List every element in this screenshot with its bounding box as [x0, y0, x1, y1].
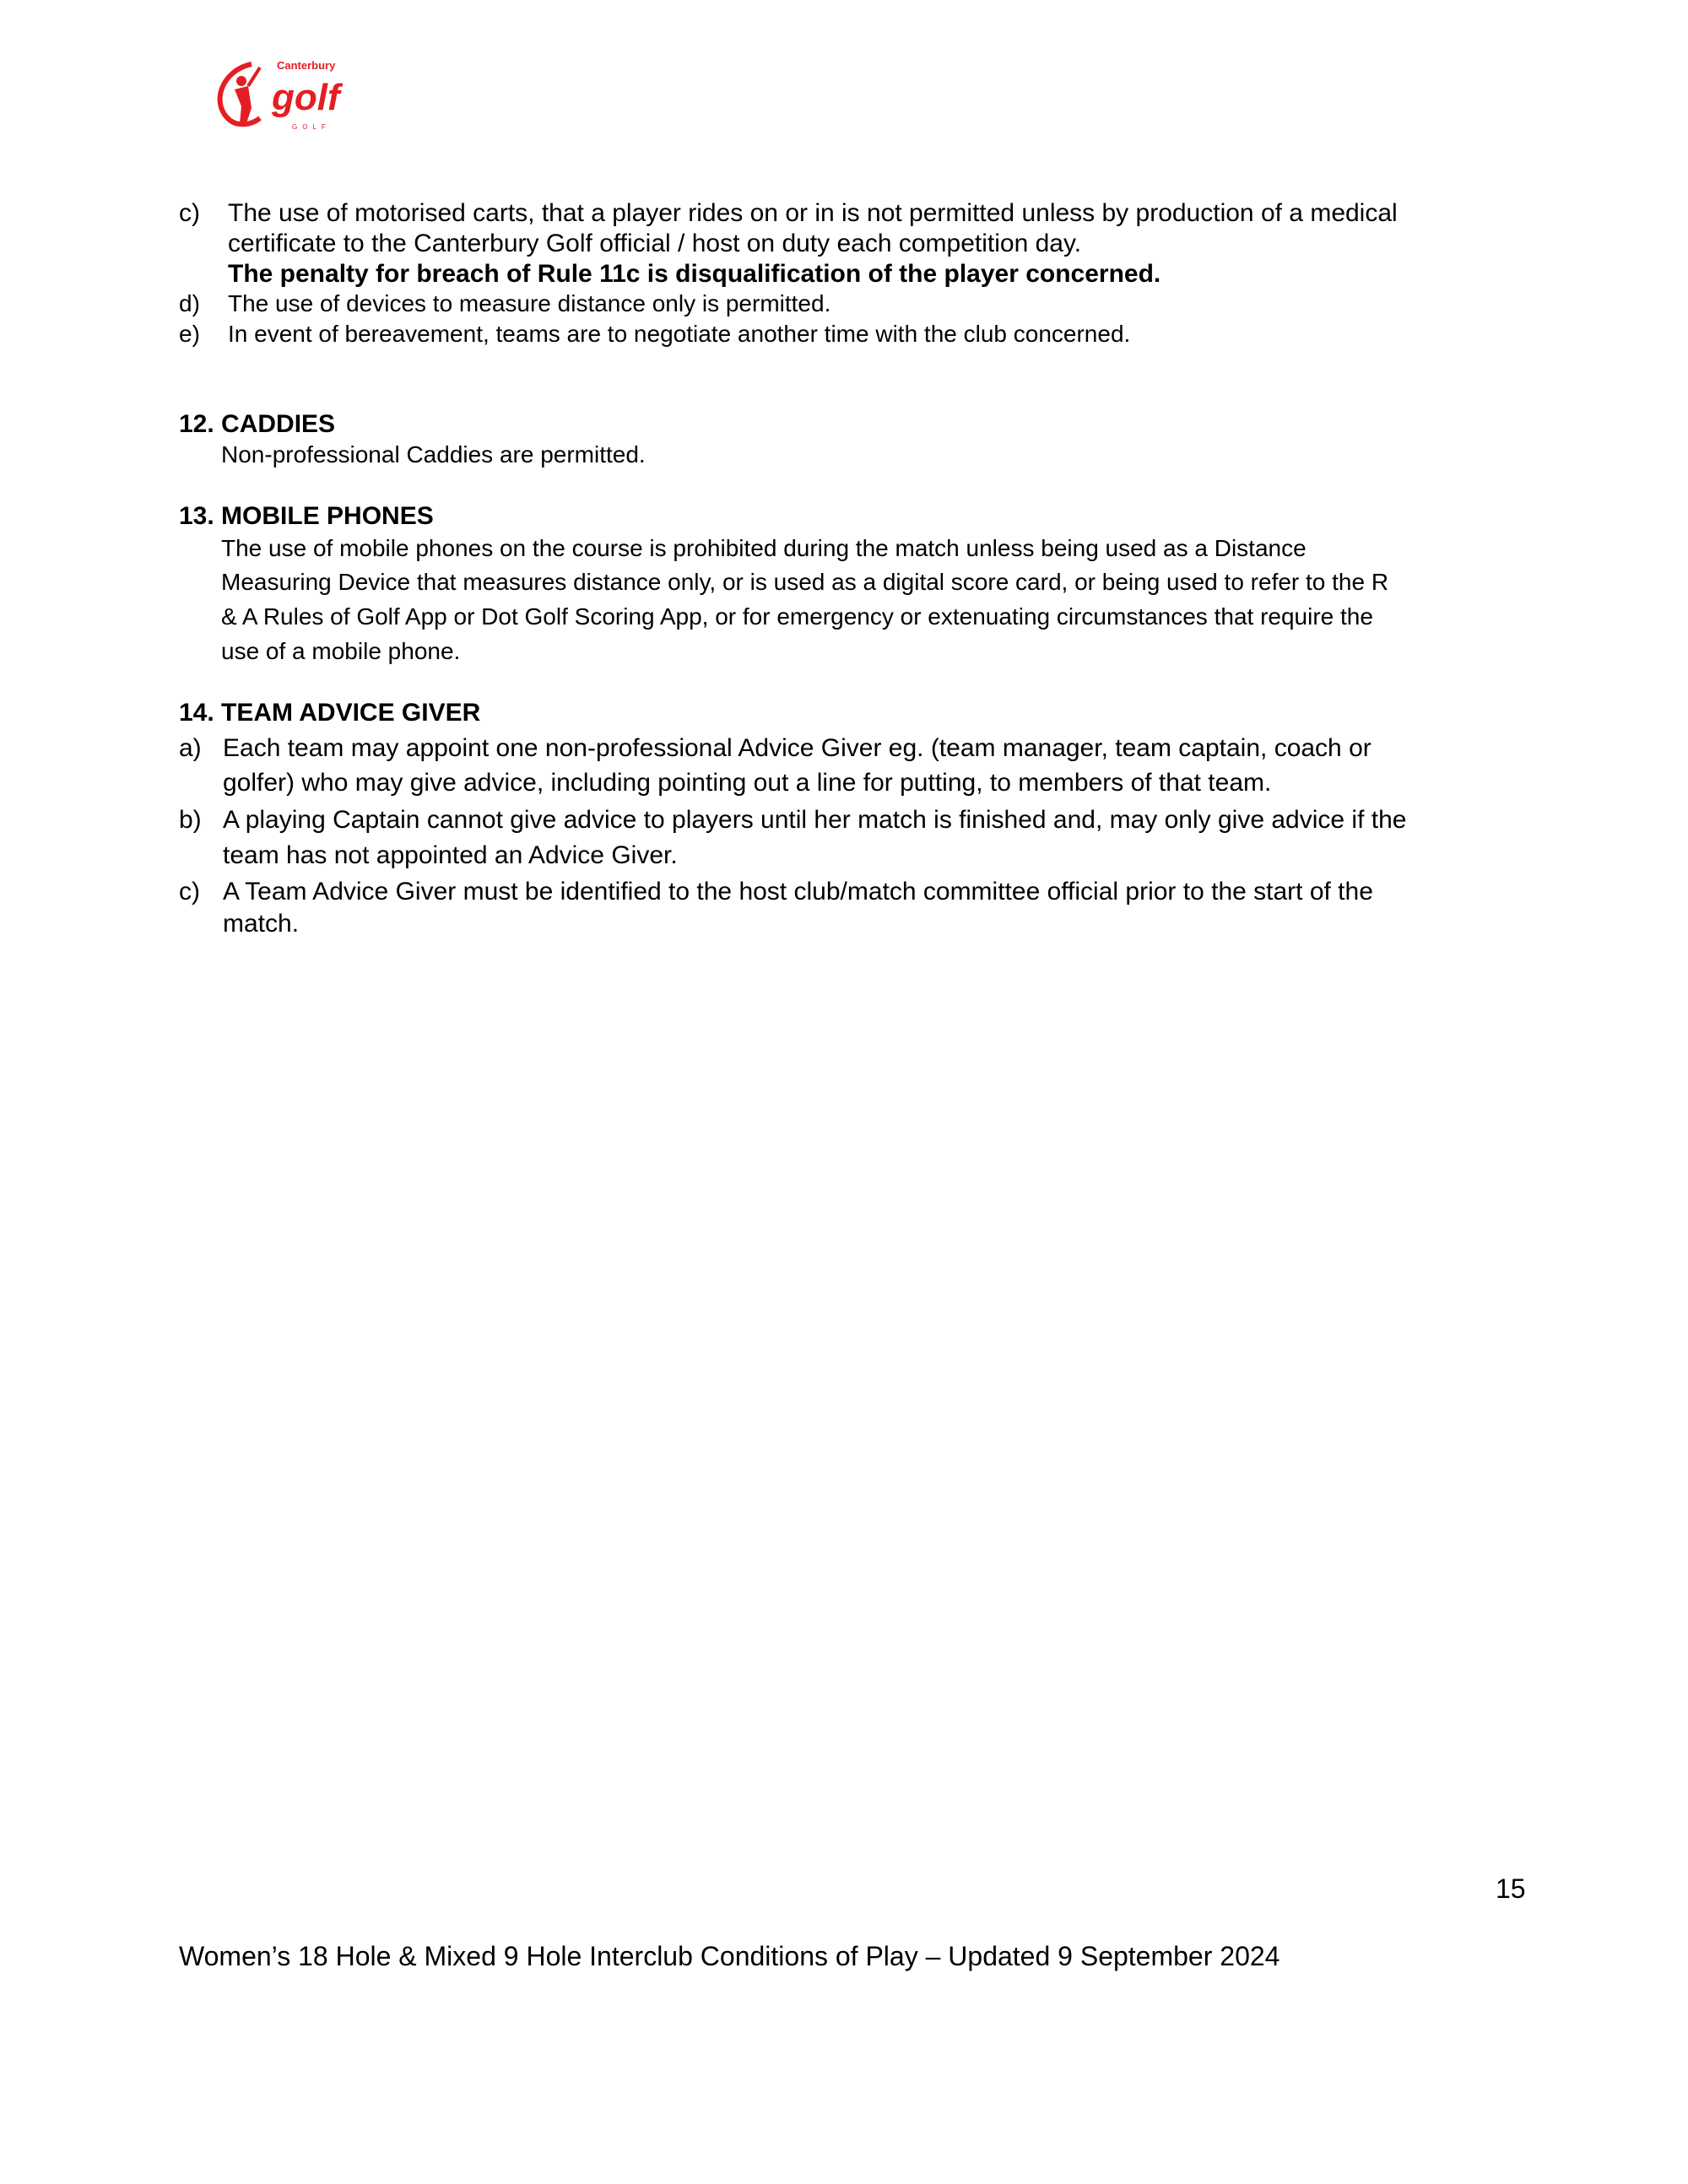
- rule11d-text: The use of devices to measure distance only is permitted.: [228, 290, 831, 316]
- section14b-line: team has not appointed an Advice Giver.: [223, 841, 678, 869]
- rule11e-marker: e): [179, 321, 200, 347]
- section14c-line: A Team Advice Giver must be identified to the host club/match committee official prior to the start of the: [223, 878, 1373, 905]
- section14c-marker: c): [179, 878, 200, 905]
- section13-line: Measuring Device that measures distance only, or is used as a digital score card, or being used to refer to the R: [221, 569, 1389, 595]
- logo-main-text: golf: [272, 77, 340, 118]
- section14b-line: A playing Captain cannot give advice to players until her match is finished and, may only give advice if the: [223, 806, 1407, 834]
- rule11c-text-line: certificate to the Canterbury Golf official / host on duty each competition day.: [228, 230, 1082, 257]
- section13-line: & A Rules of Golf App or Dot Golf Scoring App, or for emergency or extenuating circumstances that require the: [221, 603, 1373, 630]
- rule11e-text: In event of bereavement, teams are to negotiate another time with the club concerned.: [228, 321, 1131, 347]
- rule11c-penalty: The penalty for breach of Rule 11c is disqualification of the player concerned.: [228, 260, 1161, 288]
- section14c-line: match.: [223, 910, 300, 938]
- page-number: 15: [1496, 1873, 1526, 1904]
- section12-text: Non-professional Caddies are permitted.: [221, 441, 646, 468]
- footer-text: Women’s 18 Hole & Mixed 9 Hole Interclub Conditions of Play – Updated 9 September 2024: [179, 1941, 1280, 1971]
- section13-heading: 13. MOBILE PHONES: [179, 502, 434, 530]
- section13-line: The use of mobile phones on the course is prohibited during the match unless being used as a Distance: [221, 535, 1307, 561]
- rule11d-marker: d): [179, 290, 200, 316]
- section14a-marker: a): [179, 734, 202, 762]
- section12-heading: 12. CADDIES: [179, 410, 336, 438]
- section13-line: use of a mobile phone.: [221, 638, 461, 664]
- section14a-line: golfer) who may give advice, including pointing out a line for putting, to members of that team.: [223, 769, 1272, 797]
- section14-heading: 14. TEAM ADVICE GIVER: [179, 699, 481, 727]
- logo-sub-text: GOLF: [292, 123, 331, 131]
- canterbury-golf-logo: [209, 57, 361, 135]
- rule11c-text-line: The use of motorised carts, that a player rides on or in is not permitted unless by production of a medical: [228, 199, 1398, 227]
- section14a-line: Each team may appoint one non-professional Advice Giver eg. (team manager, team captain, coach or: [223, 734, 1372, 762]
- rule11c-marker: c): [179, 199, 200, 227]
- logo-top-text: Canterbury: [277, 59, 336, 72]
- section14b-marker: b): [179, 806, 202, 834]
